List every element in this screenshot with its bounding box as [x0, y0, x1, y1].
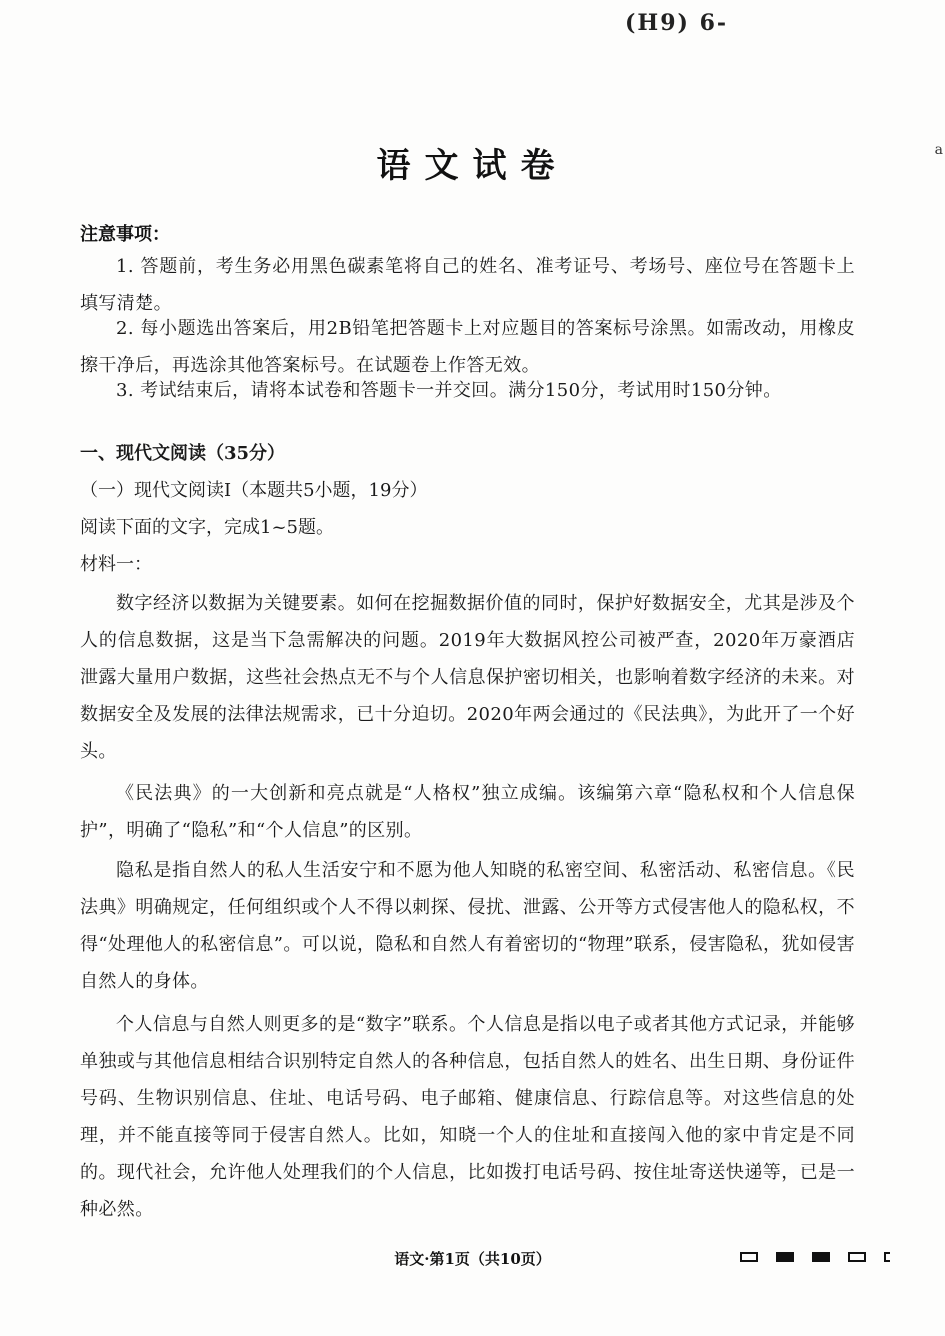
material-paragraph-1: 数字经济以数据为关键要素。如何在挖掘数据价值的同时，保护好数据安全，尤其是涉及个人的信息数据，这是当下急需解决的问题。2019年大数据风控公司被严查，2020年万豪酒店泄露大量用户数据，这些社会热点无不与个人信息保护密切相关，也影响着数字经济的未来。对数据安全及发展的法律法规需求，已十分迫切。2020年两会通过的《民法典》，为此开了一个好头。: [80, 593, 855, 762]
notice-item-3: 3. 考试结束后，请将本试卷和答题卡一并交回。满分150分，考试用时150分钟。: [116, 380, 782, 401]
registration-mark-filled: [776, 1252, 794, 1262]
registration-mark-filled: [812, 1252, 830, 1262]
registration-mark-empty: [848, 1252, 866, 1262]
material-label: 材料一：: [80, 554, 152, 575]
page-footer: 语文·第1页（共10页）: [394, 1250, 551, 1268]
registration-mark-empty: [740, 1252, 758, 1262]
notice-item-2: 2. 每小题选出答案后，用2B铅笔把答题卡上对应题目的答案标号涂黑。如需改动，用橡皮擦干净后，再选涂其他答案标号。在试题卷上作答无效。: [80, 318, 855, 376]
material-paragraph-2: 《民法典》的一大创新和亮点就是“人格权”独立成编。该编第六章“隐私权和个人信息保护”，明确了“隐私”和“个人信息”的区别。: [80, 783, 855, 841]
page-title: 语文试卷: [376, 146, 569, 186]
notice-heading: 注意事项：: [80, 224, 170, 245]
section-subheading: （一）现代文阅读Ⅰ（本题共5小题，19分）: [80, 480, 428, 501]
notice-item-1: 1. 答题前，考生务必用黑色碳素笔将自己的姓名、准考证号、考场号、座位号在答题卡上填写清楚。: [80, 256, 855, 314]
reading-instruction: 阅读下面的文字，完成1~5题。: [80, 517, 334, 538]
registration-marks: [740, 1252, 890, 1262]
material-paragraph-4: 个人信息与自然人则更多的是“数字”联系。个人信息是指以电子或者其他方式记录，并能够单独或与其他信息相结合识别特定自然人的各种信息，包括自然人的姓名、出生日期、身份证件号码、生物识别信息、住址、电话号码、电子邮箱、健康信息、行踪信息等。对这些信息的处理，并不能直接等同于侵害自然人。比如，知晓一个人的住址和直接闯入他的家中肯定是不同的。现代社会，允许他人处理我们的个人信息，比如拨打电话号码、按住址寄送快递等，已是一种必然。: [80, 1014, 855, 1220]
header-mark: (H9) 6-: [625, 10, 729, 36]
section-heading: 一、现代文阅读（35分）: [80, 443, 286, 464]
registration-mark-partial: [884, 1252, 890, 1262]
edge-mark: a: [934, 142, 943, 158]
material-paragraph-3: 隐私是指自然人的私人生活安宁和不愿为他人知晓的私密空间、私密活动、私密信息。《民法典》明确规定，任何组织或个人不得以刺探、侵扰、泄露、公开等方式侵害他人的隐私权，不得“处理他人的私密信息”。可以说，隐私和自然人有着密切的“物理”联系，侵害隐私，犹如侵害自然人的身体。: [80, 860, 855, 992]
